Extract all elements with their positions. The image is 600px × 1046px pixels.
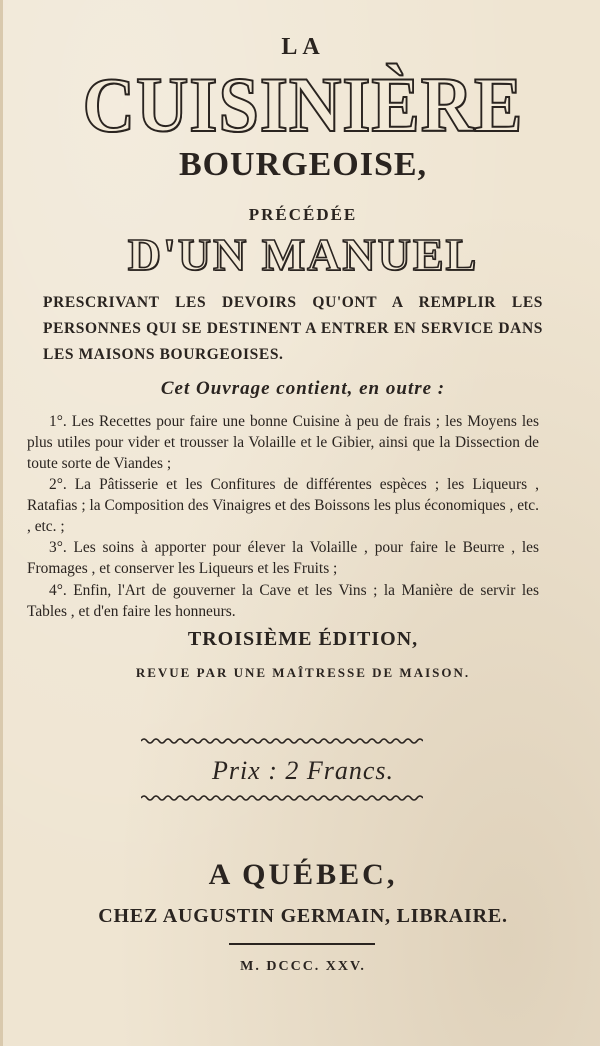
- ornament-rule-top: [141, 737, 423, 745]
- ouvrage-line: Cet Ouvrage contient, en outre :: [160, 378, 446, 399]
- manuel-heading: D'UN MANUEL: [127, 229, 479, 280]
- ornament-rule-bottom: [141, 794, 423, 802]
- content-paragraph-4: 4°. Enfin, l'Art de gouverner la Cave et les Vins ; la Manière de servir les Tables , et d'en faire les honneurs.: [27, 582, 539, 620]
- imprint-divider: [229, 943, 375, 945]
- content-paragraph-2: 2°. La Pâtisserie et les Confitures de différentes espèces ; les Liqueurs , Ratafias ; la Composition des Vinaigres et des Boissons les plus économiques , etc. , etc. ;: [27, 476, 539, 535]
- imprint-city: A QUÉBEC,: [208, 858, 398, 891]
- revue-line: REVUE PAR UNE MAÎTRESSE DE MAISON.: [135, 665, 471, 680]
- main-title: CUISINIÈRE: [82, 61, 524, 148]
- prescrivant-text: PRESCRIVANT LES DEVOIRS QU'ONT A REMPLIR LES PERSONNES QUI SE DESTINENT A ENTRER EN SERVICE DANS LES MAISONS BOURGEOISES.: [43, 294, 543, 363]
- edition-line: TROISIÈME ÉDITION,: [187, 628, 419, 650]
- subtitle: BOURGEOISE,: [178, 146, 428, 183]
- imprint-date: M. DCCC. XXV.: [240, 959, 366, 974]
- imprint-publisher: CHEZ AUGUSTIN GERMAIN, LIBRAIRE.: [98, 905, 508, 927]
- title-article: LA: [281, 34, 325, 60]
- content-paragraph-1: 1°. Les Recettes pour faire une bonne Cuisine à peu de frais ; les Moyens les plus utiles pour vider et trousser la Volaille et le Gibier, ainsi que la Dissection de toute sorte de Viandes ;: [27, 413, 539, 472]
- price-line: Prix : 2 Francs.: [211, 756, 395, 785]
- precedee-line: PRÉCÉDÉE: [248, 205, 358, 224]
- content-paragraph-3: 3°. Les soins à apporter pour élever la Volaille , pour faire le Beurre , les Fromages , et conserver les Liqueurs et les Fruits ;: [27, 539, 539, 577]
